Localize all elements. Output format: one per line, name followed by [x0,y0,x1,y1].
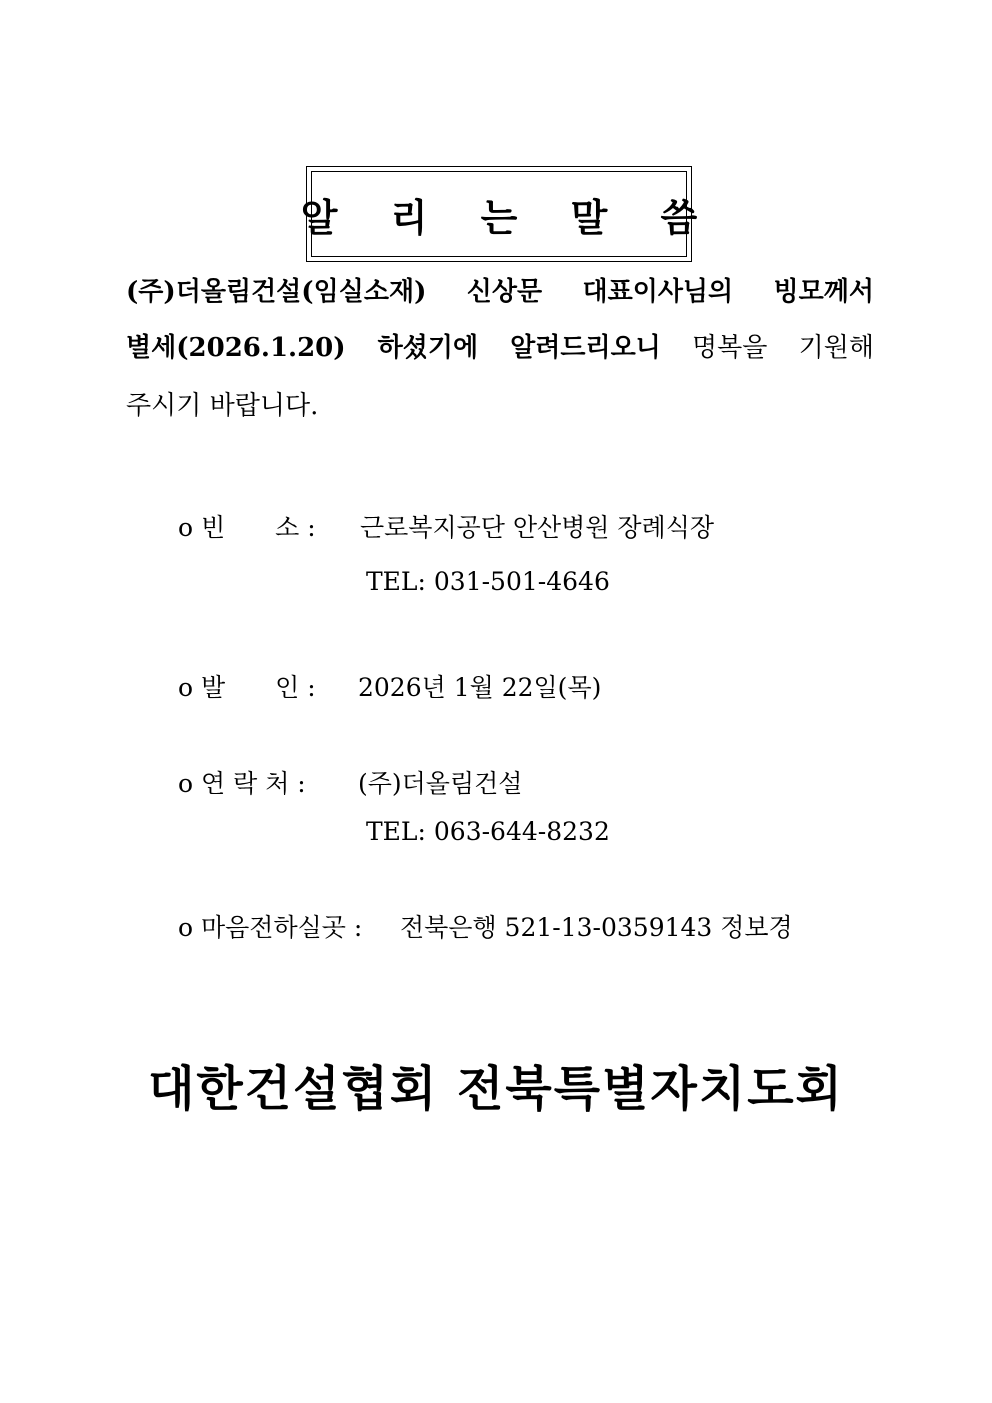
funeral-home-label: o 빈 소 : [178,513,316,542]
contact-value: (주)더올림건설 [358,769,523,798]
condolence-value: 전북은행 521-13-0359143 정보경 [400,913,793,942]
title-box-inner [300,171,718,257]
notice-line-2 [126,328,874,368]
organization-name: 대한건설협회 전북특별자치도회 [148,1061,844,1117]
notice-line-2-normal: 명복을 기원해 [660,333,874,363]
funeral-home-value: 근로복지공단 안산병원 장례식장 [360,513,714,542]
notice-line-3: 주시기 바랍니다. [126,391,319,421]
title-box [300,166,718,262]
procession-label: o 발 인 : [178,673,316,702]
notice-line-2-bold: 별세(2026.1.20) 하셨기에 알려드리오니 [126,333,661,363]
condolence-label: o 마음전하실곳 : [178,913,363,942]
contact-label: o 연 락 처 : [178,769,306,798]
notice-line-1: (주)더올림건설(임실소재) 신상문 대표이사님의 빙모께서 [126,277,874,307]
procession-value: 2026년 1월 22일(목) [358,673,602,702]
page-title: 알 리 는 말 씀 [300,194,718,240]
contact-tel: TEL: 063-644-8232 [366,817,610,846]
funeral-home-tel: TEL: 031-501-4646 [366,567,610,596]
